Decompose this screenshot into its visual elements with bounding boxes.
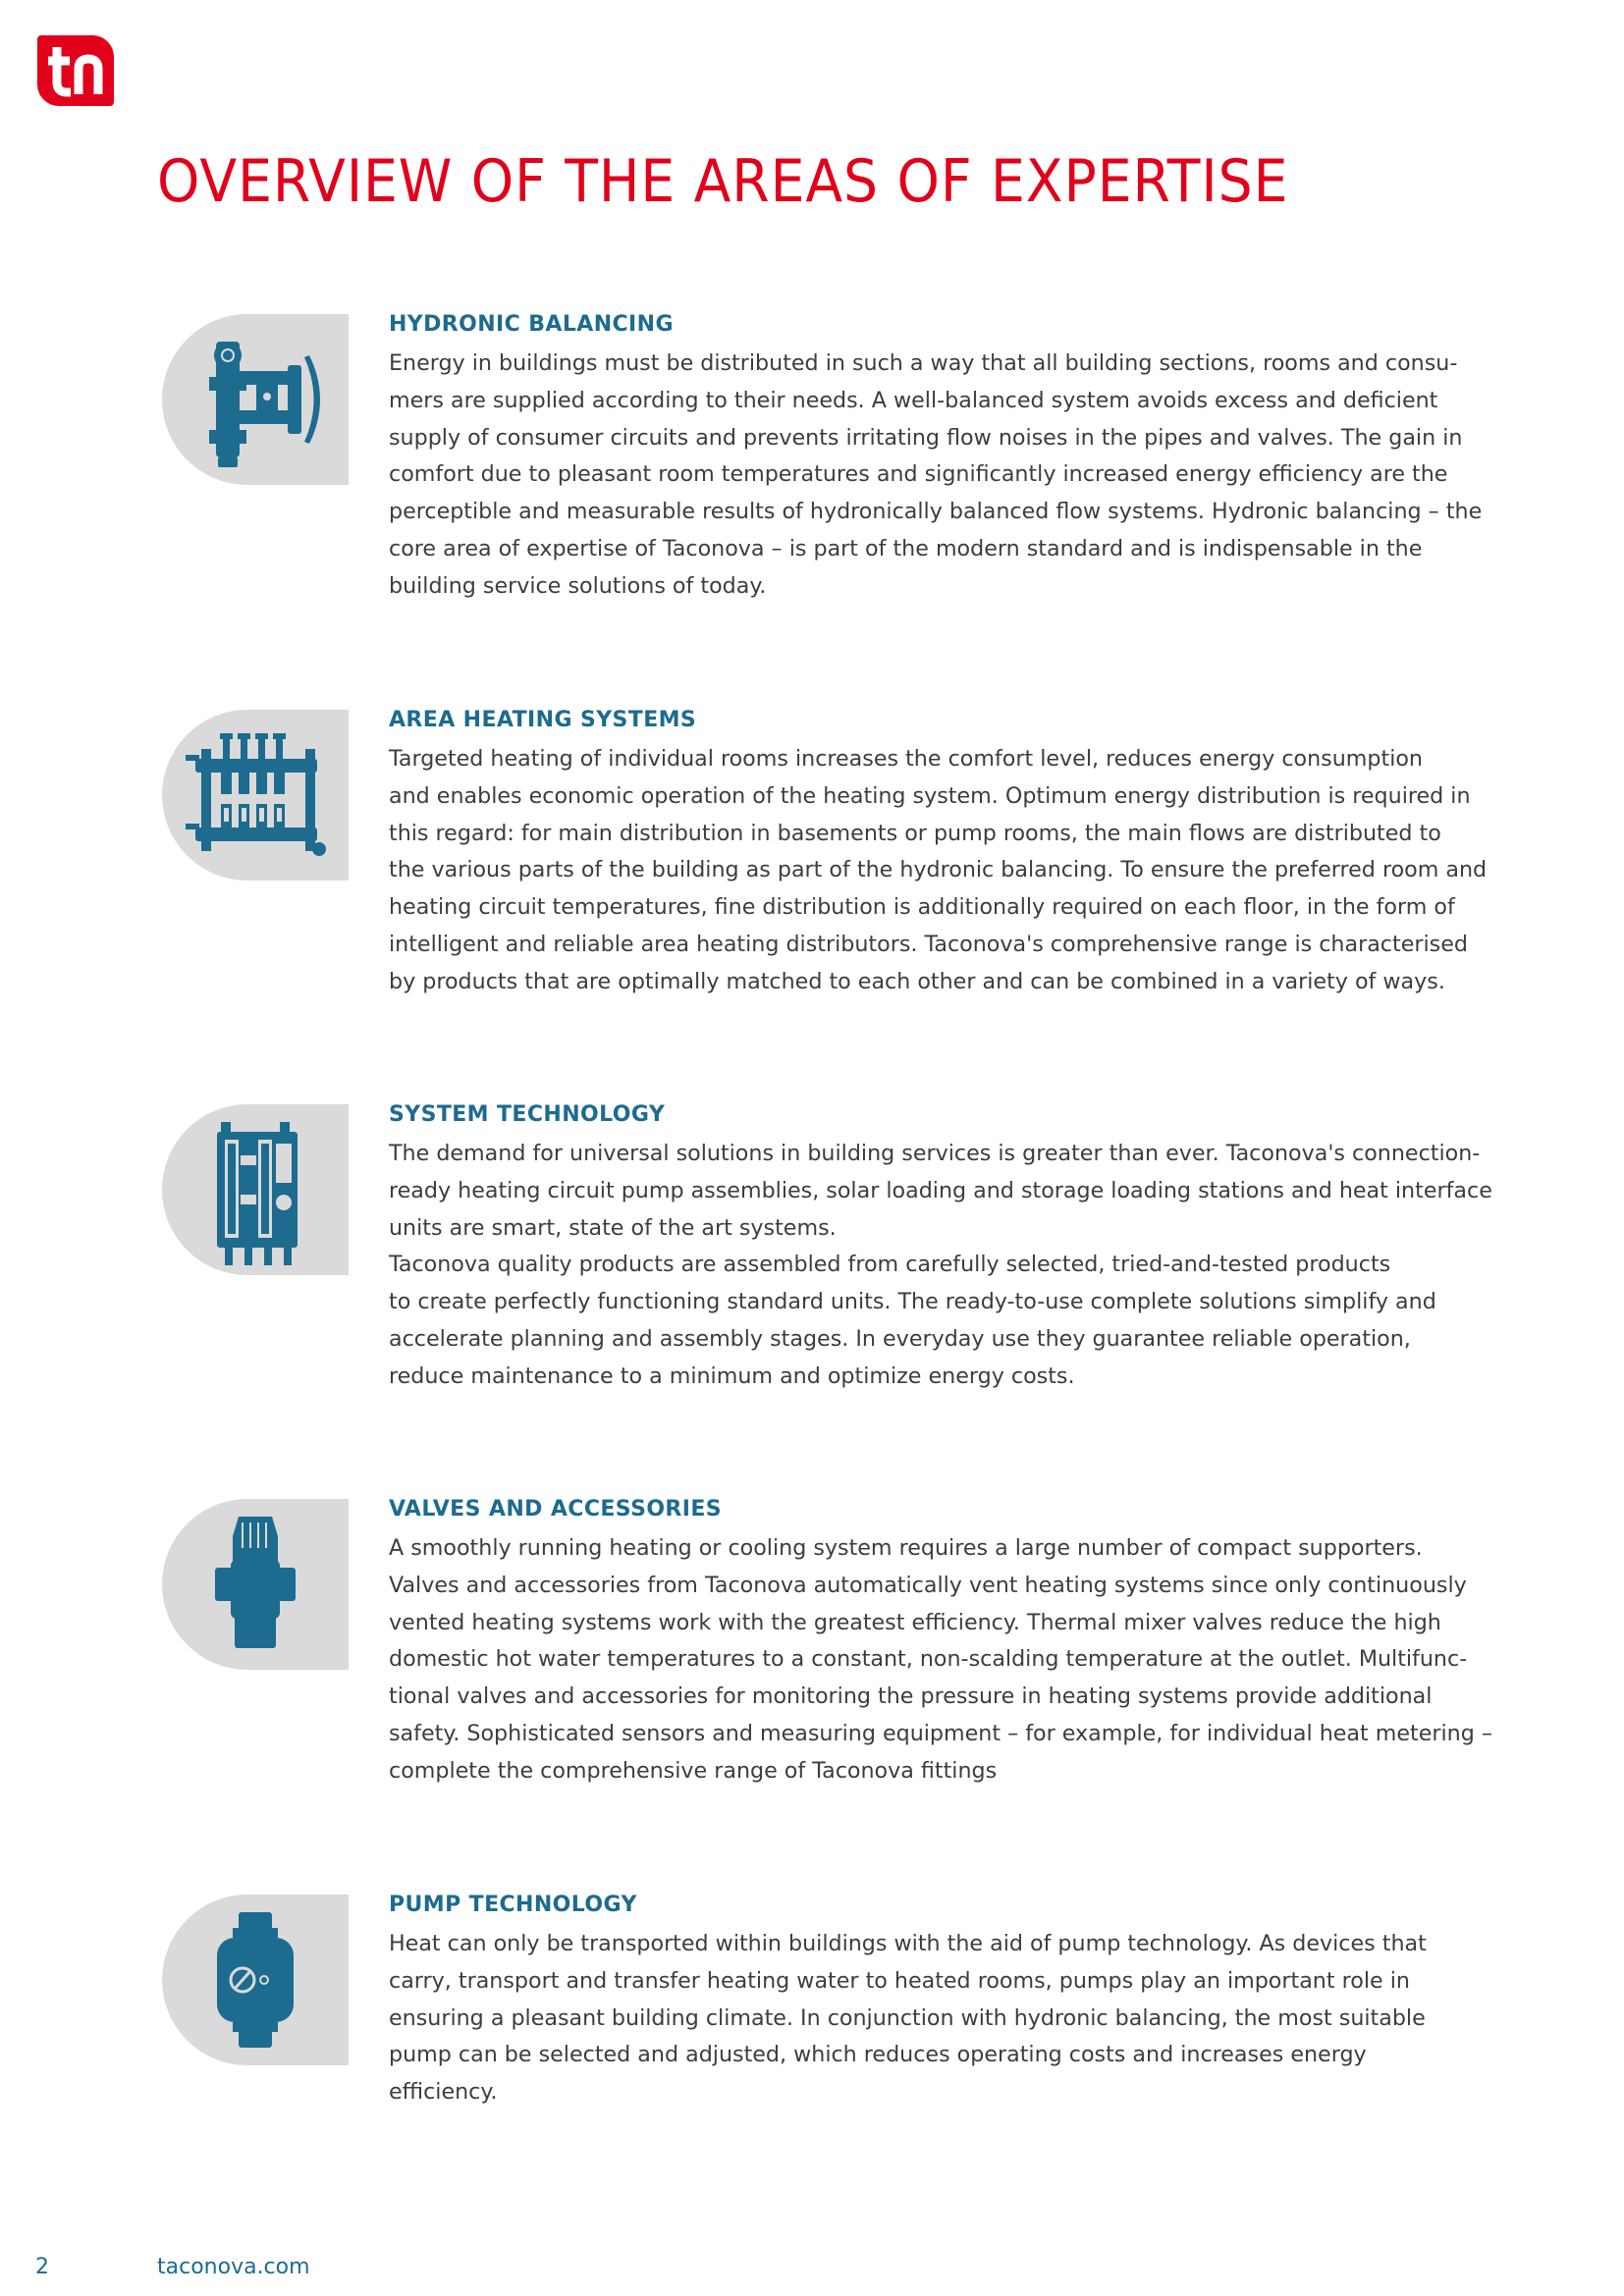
taconova-logo — [37, 35, 114, 106]
manifold-icon — [162, 710, 349, 881]
icon-tile — [162, 314, 349, 485]
body-line: perceptible and measurable results of hydronically balanced flow systems. Hydronic balancing – the — [389, 499, 1483, 525]
section-heading: PUMP TECHNOLOGY — [389, 1893, 637, 1917]
body-line: Valves and accessories from Taconova automatically vent heating systems since only continuously — [389, 1572, 1467, 1598]
body-line: building service solutions of today. — [389, 572, 767, 599]
body-line: pump can be selected and adjusted, which reduces operating costs and increases energy — [389, 2042, 1367, 2068]
body-line: The demand for universal solutions in building services is greater than ever. Taconova's connection- — [389, 1141, 1481, 1166]
website-link[interactable]: taconova.com — [157, 2255, 310, 2279]
body-line: vented heating systems work with the greatest efficiency. Thermal mixer valves reduce the high — [389, 1609, 1441, 1635]
body-line: the various parts of the building as part of the hydronic balancing. To ensure the preferred room and — [389, 857, 1488, 883]
body-line: carry, transport and transfer heating water to heated rooms, pumps play an important role in — [389, 1967, 1410, 1994]
body-line: tional valves and accessories for monitoring the pressure in heating systems provide additional — [389, 1683, 1433, 1710]
body-line: efficiency. — [389, 2079, 498, 2106]
icon-tile — [162, 710, 349, 881]
body-line: heating circuit temperatures, fine distribution is additionally required on each floor, in the form of — [389, 894, 1455, 921]
section-heading: AREA HEATING SYSTEMS — [389, 708, 697, 732]
page-title: OVERVIEW OF THE AREAS OF EXPERTISE — [157, 147, 1289, 216]
body-line: to create perfectly functioning standard units. The ready-to-use complete solutions simplify and — [389, 1289, 1436, 1315]
body-line: core area of expertise of Taconova – is part of the modern standard and is indispensable in the — [389, 535, 1423, 561]
body-line: and enables economic operation of the heating system. Optimum energy distribution is required in — [389, 782, 1471, 809]
section-heading: SYSTEM TECHNOLOGY — [389, 1102, 666, 1127]
section-heading: VALVES AND ACCESSORIES — [389, 1497, 723, 1522]
body-line: by products that are optimally matched to each other and can be combined in a variety of ways. — [389, 968, 1445, 994]
icon-tile — [162, 1499, 349, 1670]
body-line: ready heating circuit pump assemblies, solar loading and storage loading stations and heat interface — [389, 1177, 1492, 1203]
body-line: ensuring a pleasant building climate. In conjunction with hydronic balancing, the most suitable — [389, 2004, 1426, 2031]
body-line: comfort due to pleasant room temperatures and significantly increased energy efficiency are the — [389, 461, 1448, 488]
section-body — [389, 1926, 1493, 2111]
body-line: Taconova quality products are assembled from carefully selected, tried-and-tested products — [389, 1252, 1391, 1278]
body-line: reduce maintenance to a minimum and optimize energy costs. — [389, 1362, 1075, 1389]
section-body — [389, 346, 1493, 606]
body-line: Heat can only be transported within buildings with the aid of pump technology. As devices that — [389, 1931, 1427, 1956]
body-line: Energy in buildings must be distributed in such a way that all building sections, rooms and consu- — [389, 350, 1458, 376]
body-line: domestic hot water temperatures to a constant, non-scalding temperature at the outlet. Multifunc- — [389, 1646, 1468, 1673]
page-number: 2 — [35, 2255, 49, 2279]
section-body — [389, 1530, 1493, 1790]
body-line: mers are supplied according to their needs. A well-balanced system avoids excess and deficient — [389, 387, 1438, 413]
section-body — [389, 741, 1493, 1001]
balancing-valve-icon — [162, 314, 349, 485]
body-line: units are smart, state of the art systems. — [389, 1214, 837, 1241]
tn-logo-icon — [37, 35, 114, 106]
body-line: complete the comprehensive range of Taconova fittings — [389, 1757, 998, 1784]
body-line: this regard: for main distribution in basements or pump rooms, the main flows are distributed to — [389, 820, 1441, 846]
section-body — [389, 1136, 1493, 1396]
body-line: supply of consumer circuits and prevents irritating flow noises in the pipes and valves. The gain in — [389, 424, 1463, 451]
body-line: Targeted heating of individual rooms increases the comfort level, reduces energy consumption — [389, 746, 1423, 772]
icon-tile — [162, 1104, 349, 1275]
thermal-mixer-valve-icon — [162, 1499, 349, 1670]
section-heading: HYDRONIC BALANCING — [389, 312, 674, 337]
body-line: A smoothly running heating or cooling system requires a large number of compact supporters. — [389, 1535, 1423, 1561]
body-line: safety. Sophisticated sensors and measuring equipment – for example, for individual heat metering – — [389, 1720, 1492, 1746]
body-line: accelerate planning and assembly stages. In everyday use they guarantee reliable operation, — [389, 1325, 1411, 1352]
icon-tile — [162, 1895, 349, 2065]
body-line: intelligent and reliable area heating distributors. Taconova's comprehensive range is characterised — [389, 931, 1468, 957]
pump-station-icon — [162, 1104, 349, 1275]
circulation-pump-icon — [162, 1895, 349, 2065]
